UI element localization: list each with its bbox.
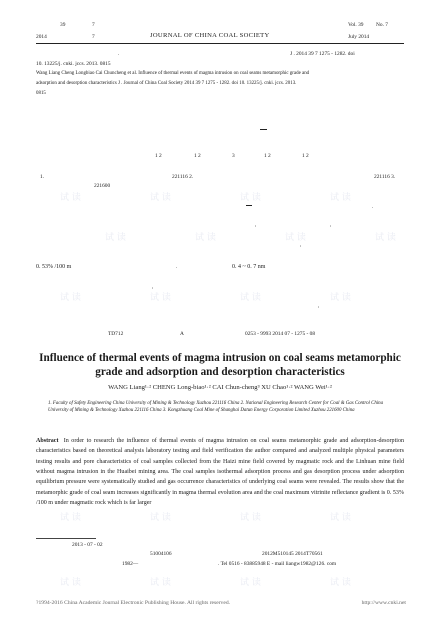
watermark: 试 读 [330, 193, 351, 203]
footnote-fund: 51004106 [150, 551, 172, 557]
affil-cn-zip-3: 221600 [94, 183, 111, 189]
abstract-cn-value-2: 0. 4 ~ 0. 7 nm [232, 264, 266, 270]
footnote-fund-2: 2012M510145 2014T70561 [262, 551, 323, 557]
footnote-author-birth: 1982— [122, 561, 139, 567]
watermark: 试 读 [60, 193, 81, 203]
watermark: 试 读 [330, 578, 351, 588]
abstract-cn-comma-1: , [255, 222, 257, 228]
header-rule [36, 43, 404, 44]
abstract-label: Abstract [36, 438, 59, 444]
watermark: 试 读 [240, 193, 261, 203]
header-left-no: 7 [92, 22, 95, 28]
header-left-month: 7 [92, 34, 95, 40]
watermark: 试 读 [240, 578, 261, 588]
affil-cn-start: 1. [40, 174, 45, 180]
footnote-contact: . Tel 0516 - 83885948 E - mail liangw1982@126. com [218, 561, 337, 567]
watermark: 试 读 [105, 233, 126, 243]
abstract-en [36, 436, 404, 508]
watermark: 试 读 [150, 193, 171, 203]
header-right-vol: Vol. 39 [348, 22, 364, 28]
title-cn-dash [260, 129, 267, 130]
watermark: 试 读 [240, 293, 261, 303]
article-number: 0253 - 9993 2014 07 - 1275 - 08 [245, 331, 316, 337]
watermark: 试 读 [150, 513, 171, 523]
footnote-received: 2013 - 07 - 02 [72, 542, 103, 548]
citation-en-line-1: Wang Liang Cheng Longbiao Cai Chuncheng et al. Influence of thermal events of magma intrusion on coal seams metamorphic grade and [36, 71, 310, 76]
header-right-date: July 2014 [348, 34, 370, 40]
abstract-cn-comma-2: , [330, 222, 332, 228]
watermark: 试 读 [150, 293, 171, 303]
authors-en: WANG Liang¹·² CHENG Long-biao¹·² CAI Chun-cheng³ XU Chao¹·² WANG Wei¹·² [108, 384, 332, 391]
citation-dot: . [118, 51, 120, 57]
citation-cn-tail: J . 2014 39 7 1275 - 1282. doi [290, 51, 355, 57]
citation-en-line-2: adsorption and desorption characteristics J . Journal of China Coal Society 2014 39 7 1275 - 1282. doi 10. 13225/j. cnki. jccs. 2013. [36, 81, 297, 86]
author-cn-mark-2: 1 2 [194, 153, 201, 159]
journal-name: JOURNAL OF CHINA COAL SOCIETY [150, 32, 270, 39]
watermark: 试 读 [330, 293, 351, 303]
watermark: 试 读 [330, 513, 351, 523]
author-cn-mark-3: 3 [232, 153, 235, 159]
abstract-cn-dot-1: . [372, 204, 374, 210]
watermark: 试 读 [60, 513, 81, 523]
abstract-cn-comma-5: , [318, 303, 320, 309]
author-cn-mark-5: 1 2 [302, 153, 309, 159]
footnote-rule [36, 538, 96, 539]
affiliation-en: 1. Faculty of Safety Engineering China University of Mining & Technology Xuzhou 221116 China 2. National Engineering Research Center for Coal & Gas Control China University of Mining & Technology Xuzhou 221116 China 3. Kongzhuang Coal Mine of Shanghai Datun Energy Corporation Limited Xuzhou 221600 China [48, 401, 384, 413]
watermark: 试 读 [375, 233, 396, 243]
citation-cn-doi: 10. 13225/j. cnki. jccs. 2013. 0815 [36, 61, 111, 67]
document-code: A [180, 331, 184, 337]
cnki-link[interactable]: http://www.cnki.net [361, 600, 406, 606]
watermark: 试 读 [60, 578, 81, 588]
abstract-cn-dash-1 [246, 205, 252, 206]
copyright-text: ?1994-2016 China Academic Journal Electronic Publishing House. All rights reserved. [36, 600, 231, 606]
watermark: 试 读 [285, 233, 306, 243]
watermark: 试 读 [195, 233, 216, 243]
watermark: 试 读 [60, 293, 81, 303]
header-left-year: 2014 [36, 34, 47, 40]
title-en: Influence of thermal events of magma intrusion on coal seams metamorphic grade and adsorption and desorption characteristics [39, 352, 401, 378]
abstract-cn-comma-3: , [300, 242, 302, 248]
author-cn-mark-4: 1 2 [264, 153, 271, 159]
clc-number: TD712 [108, 331, 124, 337]
header-right-no: No. 7 [376, 22, 388, 28]
abstract-body: In order to research the influence of thermal events of magma intrusion on coal seams metamorphic grade and adsorption-desorption characteristics based on theoretical analysis laboratory testing and field verification the author compared and analyzed multiple physical parameters testing results and pore characteristics of coal samples collected from the Haizi mine field covered by magmatic rock and the Linhuan mine field without magma intrusion in the Huaibei mining area. The coal samples isothermal adsorption process and gas desorption process under adsorption equilibrium pressure were systematically studied and gas occurrence characteristics of underlying coal seams were revealed. The results show that the metamorphic grade of coal seam increases significantly in magma thermal evolution area and the coal maximum vitrinite reflectance gradient is 0. 53% /100 m under magmatic rock which is far larger [36, 438, 404, 507]
abstract-cn-dot-2: . [176, 264, 178, 270]
author-cn-mark-1: 1 2 [155, 153, 162, 159]
header-left-vol: 39 [60, 22, 66, 28]
watermark: 试 读 [240, 513, 261, 523]
affil-cn-zip-1: 221116 2. [172, 174, 194, 180]
abstract-cn-value-1: 0. 53% /100 m [36, 264, 72, 270]
abstract-cn-comma-4: , [152, 284, 154, 290]
citation-en-line-3: 0815 [36, 91, 46, 96]
affil-cn-zip-2: 221116 3. [374, 174, 396, 180]
watermark: 试 读 [150, 578, 171, 588]
copyright-bar [36, 600, 406, 606]
